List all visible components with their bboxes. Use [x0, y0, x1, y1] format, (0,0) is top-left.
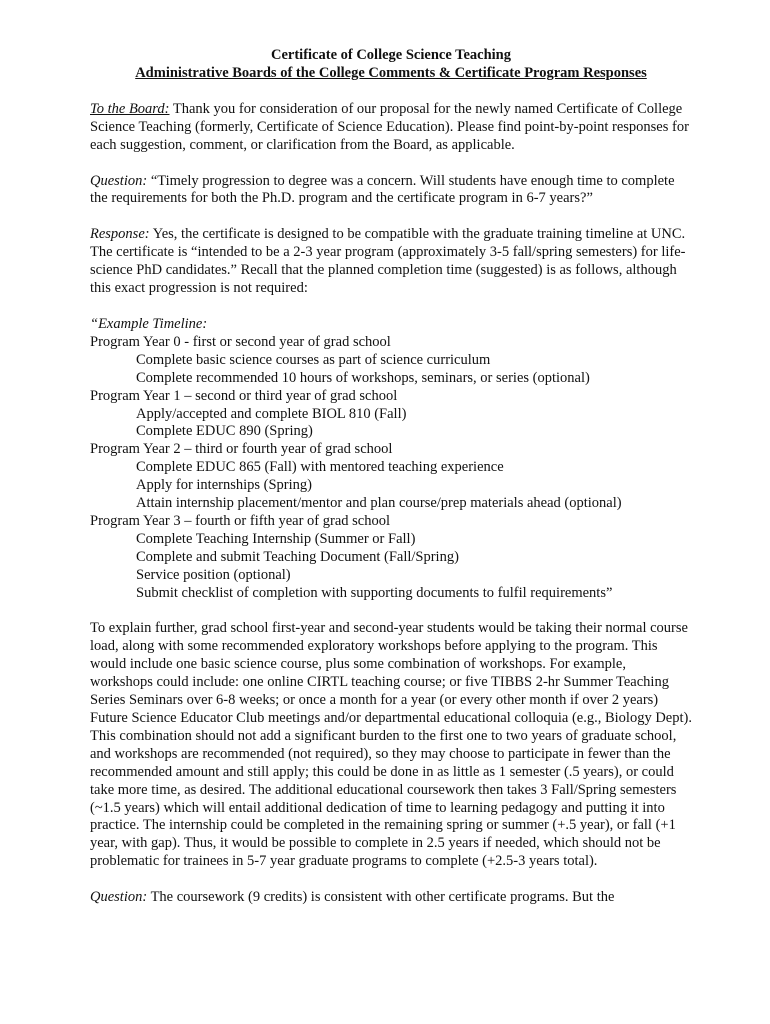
timeline-year-2: Program Year 2 – third or fourth year of grad school — [90, 441, 393, 458]
response-1-paragraph — [90, 226, 692, 298]
timeline-item: Complete and submit Teaching Document (Fall/Spring) — [136, 548, 459, 565]
question-1-paragraph — [90, 173, 692, 209]
spacer — [90, 298, 692, 316]
question-1-label: Question: — [90, 172, 148, 189]
timeline-item: Complete Teaching Internship (Summer or Fall) — [136, 530, 416, 547]
timeline-item: Complete basic science courses as part of science curriculum — [136, 351, 491, 368]
response-1-label: Response: — [90, 226, 150, 243]
timeline-item: Attain internship placement/mentor and plan course/prep materials ahead (optional) — [136, 495, 622, 512]
document-page — [90, 47, 692, 907]
spacer — [90, 602, 692, 620]
timeline-item: Submit checklist of completion with supporting documents to fulfil requirements” — [136, 584, 613, 601]
document-subtitle: Administrative Boards of the College Comments & Certificate Program Responses — [135, 64, 647, 81]
question-2-label: Question: — [90, 889, 148, 906]
document-title: Certificate of College Science Teaching — [271, 47, 511, 63]
explanation-paragraph: To explain further, grad school first-year and second-year students would be taking their normal course load, along with some recommended exploratory workshops before applying to the program. This would include one basic science course, plus some combination of workshops. For example, workshops could include: one online CIRTL teaching course; or five TIBBS 2-hr Summer Teaching Series Seminars over 6-8 weeks; or once a month for a year (or every other month if over 2 years) Future Science Educator Club meetings and/or departmental educational colloquia (e.g., Biology Dept). This combination should not add a significant burden to the first one to two years of graduate school, and workshops are recommended (not required), so they may choose to participate in fewer than the recommended amount and still apply; this could be done in as little as 1 semester (.5 years), or could take more time, as desired. The additional educational coursework then takes 3 Fall/Spring semesters (~1.5 years) which will entail additional dedication of time to learning pedagogy and putting it into practice. The internship could be completed in the remaining spring or summer (+.5 year), or fall (+1 year, with gap). Thus, it would be possible to complete in 2.5 years if needed, which should not be problematic for trainees in 5-7 year graduate programs to complete (+2.5-3 years total). — [90, 620, 692, 870]
question-2-paragraph — [90, 889, 692, 907]
timeline-item: Apply/accepted and complete BIOL 810 (Fall) — [136, 405, 407, 422]
question-1-text: “Timely progression to degree was a concern. Will students have enough time to complete the requirements for both the Ph.D. program and the certificate program in 6-7 years?” — [90, 172, 675, 207]
timeline-item: Apply for internships (Spring) — [136, 477, 312, 494]
timeline-item: Complete EDUC 865 (Fall) with mentored teaching experience — [136, 459, 504, 476]
spacer — [90, 83, 692, 101]
response-1-text: Yes, the certificate is designed to be compatible with the graduate training timeline at UNC. The certificate is “intended to be a 2-3 year program (approximately 3-5 fall/spring semesters) for life-science PhD candidates.” Recall that the planned completion time (suggested) is as follows, although this exact progression is not required: — [90, 226, 686, 297]
timeline-item: Complete recommended 10 hours of workshops, seminars, or series (optional) — [136, 369, 590, 386]
intro-paragraph — [90, 101, 692, 155]
timeline-year-0: Program Year 0 - first or second year of grad school — [90, 333, 391, 350]
question-2-text: The coursework (9 credits) is consistent with other certificate programs. But the — [150, 889, 615, 906]
timeline-year-3: Program Year 3 – fourth or fifth year of grad school — [90, 512, 390, 529]
timeline-item: Complete EDUC 890 (Spring) — [136, 423, 313, 440]
timeline-item: Service position (optional) — [136, 566, 291, 583]
timeline-heading: “Example Timeline: — [90, 315, 208, 332]
intro-text: Thank you for consideration of our proposal for the newly named Certificate of College Science Teaching (formerly, Certificate of Science Education). Please find point-by-point responses for each suggestion, comment, or clarification from the Board, as applicable. — [90, 100, 689, 153]
spacer — [90, 208, 692, 226]
intro-label: To the Board: — [90, 100, 170, 117]
example-timeline — [90, 316, 692, 603]
spacer — [90, 871, 692, 889]
spacer — [90, 155, 692, 173]
timeline-year-1: Program Year 1 – second or third year of grad school — [90, 387, 398, 404]
